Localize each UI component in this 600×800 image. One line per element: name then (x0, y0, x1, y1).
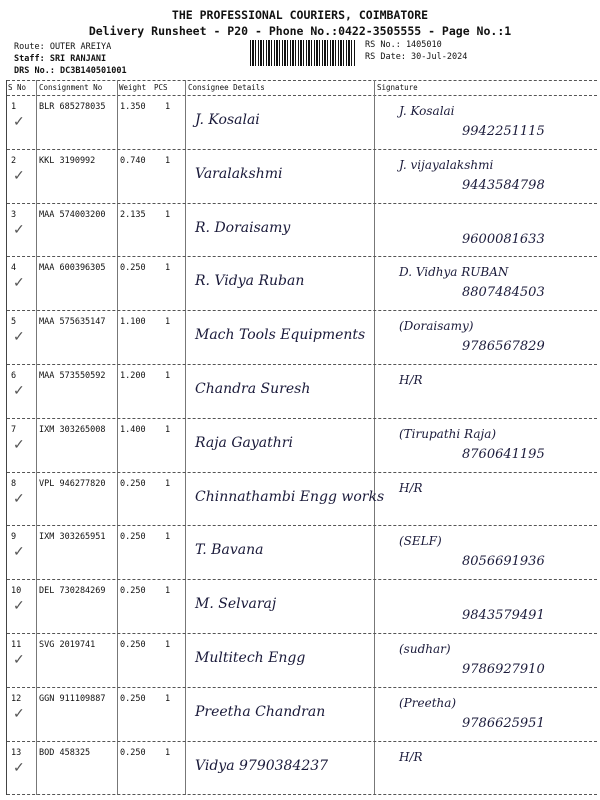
row-pcs: 1 (165, 209, 171, 220)
row-consignment-no: IXM 303265951 (39, 532, 106, 543)
runsheet-title: Delivery Runsheet - P20 - Phone No.:0422-3505555 - Page No.:1 (88, 24, 512, 38)
row-weight: 0.250 (120, 586, 146, 597)
row-signature: H/R (399, 749, 423, 764)
check-mark-icon: ✓ (13, 491, 25, 507)
rs-date: RS Date: 30-Jul-2024 (365, 52, 468, 62)
row-weight: 1.400 (120, 424, 146, 435)
row-consignment-no: VPL 946277820 (39, 478, 106, 489)
row-sno: 8 (11, 478, 17, 489)
row-pcs: 1 (165, 371, 171, 381)
row-pcs: 1 (165, 102, 171, 112)
check-mark-icon: ✓ (13, 706, 25, 722)
row-sno: 13 (11, 747, 22, 758)
row-weight: 1.200 (120, 371, 146, 381)
row-consignee: J. Kosalai (195, 112, 260, 128)
row-consignee: Multitech Engg (195, 650, 306, 666)
company-title: THE PROFESSIONAL COURIERS, COIMBATORE (171, 8, 429, 22)
row-pcs: 1 (165, 640, 171, 650)
check-mark-icon: ✓ (13, 653, 25, 668)
row-pcs: 1 (165, 747, 171, 758)
row-pcs: 1 (165, 317, 171, 328)
row-sno: 11 (11, 640, 22, 650)
row-weight: 0.740 (120, 155, 146, 166)
staff-label: Staff: SRI RANJANI (14, 54, 107, 64)
check-mark-icon: ✓ (13, 599, 25, 615)
row-consignment-no: KKL 3190992 (39, 155, 96, 166)
row-sno: 12 (11, 693, 22, 704)
row-phone: 8056691936 (462, 554, 545, 570)
col-pcs: PCS (154, 83, 168, 92)
row-divider (7, 310, 597, 311)
row-signature: (Preetha) (399, 695, 457, 710)
row-consignee: M. Selvaraj (195, 596, 277, 613)
check-mark-icon: ✓ (13, 545, 25, 561)
row-pcs: 1 (165, 532, 171, 543)
row-phone: 9443584798 (462, 177, 545, 193)
route-label: Route: OUTER AREIYA (14, 42, 112, 52)
row-consignee: R. Doraisamy (195, 219, 291, 236)
row-signature: (SELF) (399, 534, 442, 549)
row-sno: 7 (11, 424, 17, 435)
row-sno: 5 (11, 317, 17, 328)
runsheet-table (6, 80, 597, 795)
row-weight: 0.250 (120, 263, 146, 274)
check-mark-icon: ✓ (13, 760, 25, 776)
row-consignment-no: GGN 911109887 (39, 693, 106, 704)
check-mark-icon: ✓ (13, 222, 25, 238)
row-consignee: R. Vidya Ruban (195, 273, 305, 290)
row-weight: 1.100 (120, 317, 146, 328)
row-weight: 0.250 (120, 478, 146, 489)
row-pcs: 1 (165, 155, 171, 166)
row-consignee: Chinnathambi Engg works (195, 488, 385, 505)
row-divider (7, 741, 597, 742)
row-phone: 8807484503 (462, 285, 545, 301)
row-signature: (Tirupathi Raja) (399, 426, 497, 441)
row-consignment-no: BLR 685278035 (39, 102, 106, 112)
row-sno: 3 (11, 209, 17, 220)
row-divider (7, 418, 597, 419)
row-weight: 0.250 (120, 693, 146, 704)
row-sno: 10 (11, 586, 22, 597)
row-signature: (Doraisamy) (399, 319, 474, 334)
row-pcs: 1 (165, 586, 171, 597)
row-pcs: 1 (165, 693, 171, 704)
col-consignment: Consignment No (39, 83, 103, 92)
row-sno: 6 (11, 371, 17, 381)
row-phone: 9600081633 (462, 231, 545, 247)
row-divider (7, 472, 597, 473)
row-phone: 9786625951 (462, 715, 545, 731)
check-mark-icon: ✓ (13, 330, 25, 346)
row-divider (7, 364, 597, 365)
check-mark-icon: ✓ (13, 115, 25, 130)
row-signature: J. vijayalakshmi (399, 157, 494, 172)
row-divider (7, 256, 597, 257)
row-consignee: Vidya 9790384237 (195, 757, 329, 774)
row-weight: 0.250 (120, 640, 146, 650)
check-mark-icon: ✓ (13, 276, 25, 292)
row-divider (7, 203, 597, 204)
row-consignment-no: MAA 573550592 (39, 371, 106, 381)
row-signature: H/R (399, 480, 423, 495)
row-weight: 0.250 (120, 532, 146, 543)
row-consignment-no: MAA 575635147 (39, 317, 106, 328)
row-sno: 4 (11, 263, 17, 274)
row-sno: 2 (11, 155, 17, 166)
row-divider (7, 633, 597, 634)
row-phone: 9942251115 (462, 124, 545, 139)
row-pcs: 1 (165, 424, 171, 435)
row-divider (7, 579, 597, 580)
row-consignee: Chandra Suresh (195, 381, 311, 397)
row-phone: 9843579491 (462, 608, 545, 624)
check-mark-icon: ✓ (13, 437, 25, 453)
col-sno: S No (8, 83, 27, 92)
row-signature: D. Vidhya RUBAN (399, 265, 509, 280)
check-mark-icon: ✓ (13, 384, 25, 399)
row-weight: 0.250 (120, 747, 146, 758)
row-consignee: Mach Tools Equipments (195, 327, 366, 344)
row-consignment-no: MAA 600396305 (39, 263, 106, 274)
row-pcs: 1 (165, 478, 171, 489)
col-signature: Signature (377, 83, 418, 92)
row-signature: (sudhar) (399, 642, 451, 656)
rs-number: RS No.: 1405010 (365, 40, 442, 50)
row-signature: J. Kosalai (399, 104, 455, 118)
check-mark-icon: ✓ (13, 168, 25, 184)
row-pcs: 1 (165, 263, 171, 274)
row-divider (7, 687, 597, 688)
row-phone: 8760641195 (462, 446, 545, 462)
row-divider (7, 525, 597, 526)
row-consignee: T. Bavana (195, 542, 264, 559)
row-divider (7, 794, 597, 795)
row-sno: 1 (11, 102, 17, 112)
row-consignee: Preetha Chandran (195, 703, 326, 720)
drs-label: DRS No.: DC3B140501001 (14, 66, 127, 76)
row-sno: 9 (11, 532, 17, 543)
row-consignment-no: DEL 730284269 (39, 586, 106, 597)
row-phone: 9786927910 (462, 662, 545, 677)
barcode (250, 40, 355, 66)
row-consignment-no: BOD 458325 (39, 747, 91, 758)
row-divider (7, 149, 597, 150)
row-weight: 2.135 (120, 209, 146, 220)
col-consignee: Consignee Details (188, 83, 265, 92)
row-phone: 9786567829 (462, 339, 545, 355)
row-signature: H/R (399, 373, 423, 387)
row-consignment-no: MAA 574003200 (39, 209, 106, 220)
row-consignment-no: IXM 303265008 (39, 424, 106, 435)
row-consignee: Raja Gayathri (195, 434, 293, 451)
col-weight: Weight (119, 83, 147, 92)
row-consignment-no: SVG 2019741 (39, 640, 96, 650)
row-weight: 1.350 (120, 102, 146, 112)
row-consignee: Varalakshmi (195, 165, 283, 182)
